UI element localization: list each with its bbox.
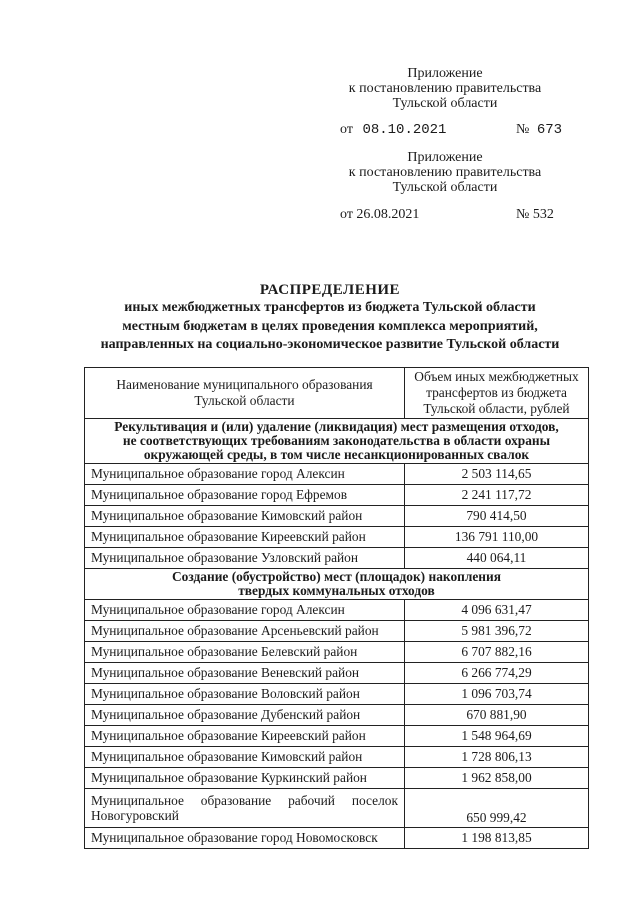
decree-number: 673	[536, 122, 563, 138]
municipality-name: Муниципальное образование Узловский район	[85, 548, 405, 569]
appendix-label: Приложение	[407, 150, 483, 165]
amount-value: 440 064,11	[405, 548, 589, 569]
title-line-3: направленных на социально-экономическое развитие Тульской области	[100, 337, 560, 352]
header-amount-line-3: Тульской области, рублей	[423, 401, 570, 416]
title-heading: РАСПРЕДЕЛЕНИЕ	[259, 282, 401, 298]
document-title	[60, 281, 600, 355]
table-row	[85, 621, 589, 642]
municipality-name: Муниципальное образование Киреевский район	[85, 527, 405, 548]
title-line-2: местным бюджетам в целях проведения комплекса мероприятий,	[122, 318, 538, 334]
header-municipality-line-1: Наименование муниципального образования	[116, 377, 373, 392]
title-line-1: иных межбюджетных трансфертов из бюджета Тульской области	[124, 300, 536, 315]
amount-value: 2 241 117,72	[405, 485, 589, 506]
decree-number-line-current	[516, 122, 562, 138]
amount-value: 790 414,50	[405, 506, 589, 527]
amount-value: 1 962 858,00	[405, 768, 589, 789]
municipality-name-multiline	[85, 789, 405, 828]
table-row	[85, 527, 589, 548]
header-amount	[405, 368, 589, 419]
number-prefix: №	[516, 122, 530, 137]
table-row	[85, 548, 589, 569]
section-heading-line-2: не соответствующих требованиям законодательства в области охраны	[122, 433, 551, 448]
table-row	[85, 506, 589, 527]
amount-value: 2 503 114,65	[405, 464, 589, 485]
amount-value: 6 266 774,29	[405, 663, 589, 684]
amount-value: 670 881,90	[405, 705, 589, 726]
table-row	[85, 684, 589, 705]
amount-value: 1 198 813,85	[405, 828, 589, 849]
appendix-decree-ref: к постановлению правительства	[348, 165, 542, 180]
table-header-row	[85, 368, 589, 419]
header-amount-line-1: Объем иных межбюджетных	[414, 369, 579, 384]
table-row	[85, 642, 589, 663]
appendix-label: Приложение	[407, 66, 483, 81]
appendix-header-current	[340, 66, 550, 111]
amount-value: 5 981 396,72	[405, 621, 589, 642]
municipality-name: Муниципальное образование Кимовский район	[85, 506, 405, 527]
section-heading-waste-sites	[85, 569, 589, 600]
decree-date-line-current	[340, 122, 446, 138]
municipality-name-line-2: Новогуровский	[91, 808, 179, 823]
header-municipality	[85, 368, 405, 419]
appendix-header-previous	[340, 150, 550, 195]
table-row	[85, 705, 589, 726]
table-row	[85, 789, 589, 828]
municipality-name: Муниципальное образование Дубенский район	[85, 705, 405, 726]
name-word: поселок	[351, 793, 398, 808]
municipality-name-line-1	[91, 793, 398, 808]
section-heading-row	[85, 419, 589, 464]
section-heading-line-2: твердых коммунальных отходов	[238, 583, 435, 598]
table-row	[85, 485, 589, 506]
name-word: Муниципальное	[91, 793, 184, 808]
municipality-name: Муниципальное образование город Алексин	[85, 464, 405, 485]
appendix-decree-ref: к постановлению правительства	[348, 81, 542, 96]
table-row	[85, 828, 589, 849]
appendix-region: Тульской области	[392, 180, 498, 195]
amount-value: 1 728 806,13	[405, 747, 589, 768]
appendix-region: Тульской области	[392, 96, 498, 111]
section-heading-line-3: окружающей среды, в том числе несанкционированных свалок	[143, 447, 530, 462]
municipality-name: Муниципальное образование город Новомосковск	[85, 828, 405, 849]
table-row	[85, 663, 589, 684]
municipality-name: Муниципальное образование Арсеньевский район	[85, 621, 405, 642]
table-row	[85, 768, 589, 789]
table-row	[85, 747, 589, 768]
name-word: образование	[200, 793, 272, 808]
section-heading-row	[85, 569, 589, 600]
amount-value: 136 791 110,00	[405, 527, 589, 548]
distribution-table	[84, 367, 589, 849]
municipality-name: Муниципальное образование город Алексин	[85, 600, 405, 621]
municipality-name: Муниципальное образование Веневский район	[85, 663, 405, 684]
municipality-name: Муниципальное образование Кимовский район	[85, 747, 405, 768]
table-row	[85, 726, 589, 747]
amount-value: 1 096 703,74	[405, 684, 589, 705]
amount-value: 650 999,42	[405, 789, 589, 828]
amount-value: 4 096 631,47	[405, 600, 589, 621]
section-heading-landfills	[85, 419, 589, 464]
table-row	[85, 600, 589, 621]
name-word: рабочий	[288, 793, 335, 808]
amount-value: 1 548 964,69	[405, 726, 589, 747]
municipality-name: Муниципальное образование Воловский район	[85, 684, 405, 705]
decree-number-line-previous: № 532	[516, 207, 554, 222]
municipality-name: Муниципальное образование Киреевский район	[85, 726, 405, 747]
municipality-name: Муниципальное образование Белевский район	[85, 642, 405, 663]
table-row	[85, 464, 589, 485]
header-municipality-line-2: Тульской области	[194, 393, 295, 408]
decree-date: 08.10.2021	[362, 122, 447, 138]
header-amount-line-2: трансфертов из бюджета	[426, 385, 567, 400]
municipality-name: Муниципальное образование город Ефремов	[85, 485, 405, 506]
section-heading-line-1: Рекультивация и (или) удаление (ликвидация) мест размещения отходов,	[114, 419, 559, 434]
municipality-name: Муниципальное образование Куркинский район	[85, 768, 405, 789]
date-prefix: от	[340, 122, 353, 137]
amount-value: 6 707 882,16	[405, 642, 589, 663]
section-heading-line-1: Создание (обустройство) мест (площадок) накопления	[172, 569, 501, 584]
decree-date-line-previous: от 26.08.2021	[340, 207, 420, 222]
